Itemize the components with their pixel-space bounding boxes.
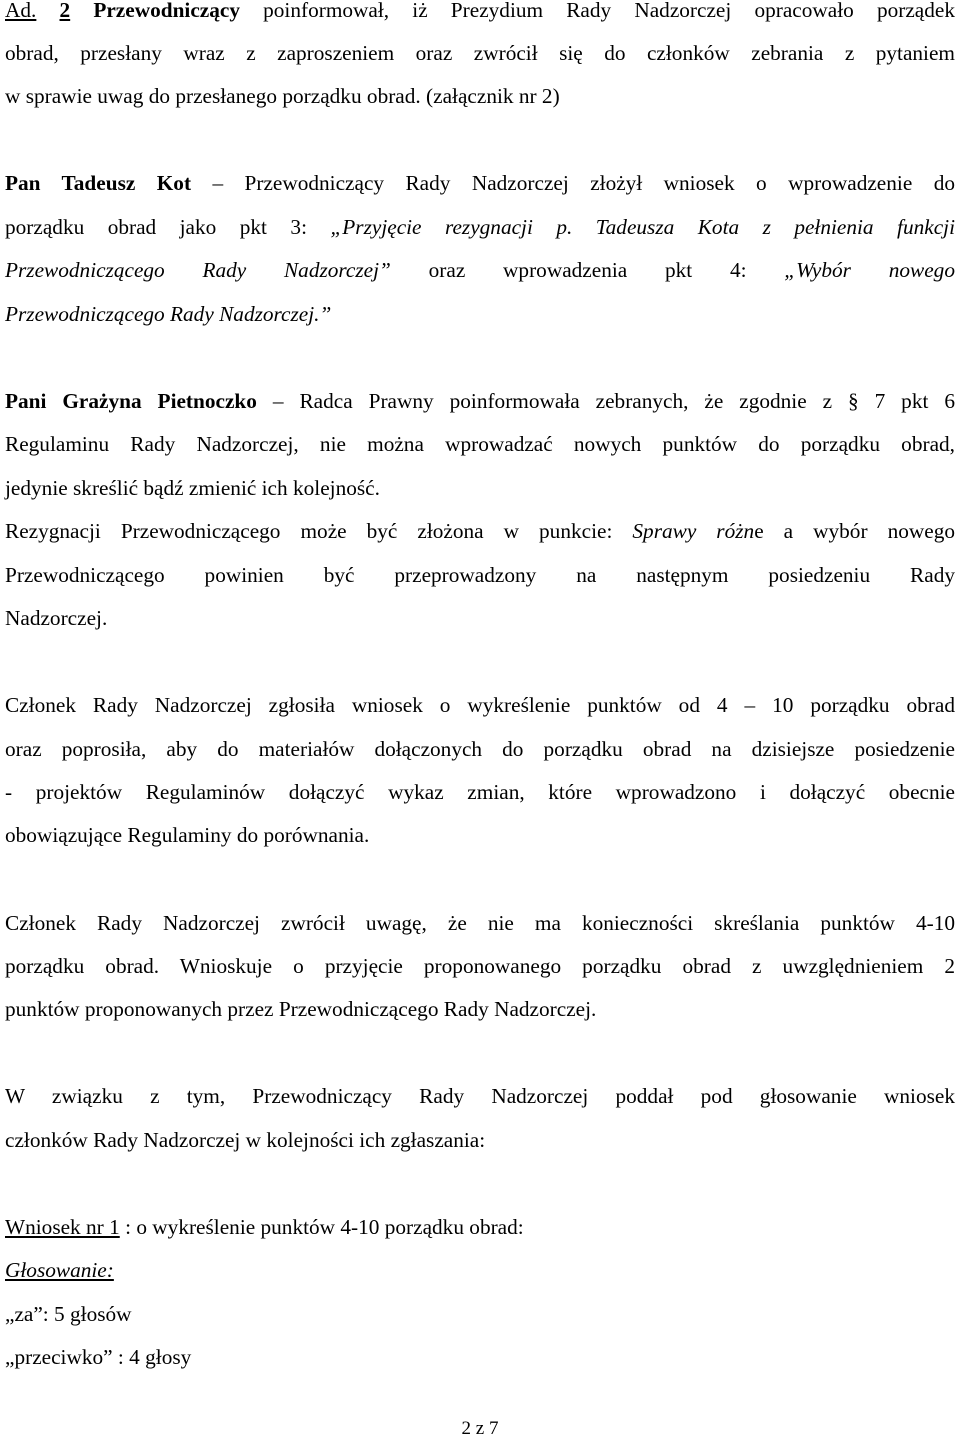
paragraph-1-line-3: w sprawie uwag do przesłanego porządku obrad. (załącznik nr 2) <box>5 84 560 108</box>
speaker-name: Pan Tadeusz Kot <box>5 171 192 195</box>
quoted-agenda-item: „Wybór nowego <box>784 258 955 282</box>
paragraph-1-line-1 <box>5 0 955 24</box>
paragraph-6-line-1: W związku z tym, Przewodniczący Rady Nadzorczej poddał pod głosowanie wniosek <box>5 1084 955 1108</box>
paragraph-3-line-5: Przewodniczącego powinien być przeprowadzony na następnym posiedzeniu Rady <box>5 563 955 587</box>
paragraph-2-line-1 <box>5 173 955 197</box>
paragraph-5-line-1: Członek Rady Nadzorczej zwrócił uwagę, że nie ma konieczności skreślania punktów 4-10 <box>5 911 955 935</box>
paragraph-3-line-1 <box>5 391 955 415</box>
text-span: poinformował, iż Prezydium Rady Nadzorczej opracowało porządek <box>239 0 955 22</box>
paragraph-3-line-2: Regulaminu Rady Nadzorczej, nie można wprowadzać nowych punktów do porządku obrad, <box>5 432 955 456</box>
text-span: e a wybór nowego <box>754 519 955 543</box>
paragraph-3-line-4 <box>5 521 955 545</box>
paragraph-6-line-2: członków Rady Nadzorczej w kolejności ich zgłaszania: <box>5 1128 486 1152</box>
text-span: – Przewodniczący Rady Nadzorczej złożył wniosek o wprowadzenie do <box>191 171 955 195</box>
paragraph-1-line-2: obrad, przesłany wraz z zaproszeniem oraz zwrócił się do członków zebrania z pytaniem <box>5 41 955 65</box>
paragraph-4-line-3: - projektów Regulaminów dołączyć wykaz zmian, które wprowadzono i dołączyć obecnie <box>5 780 955 804</box>
quoted-agenda-item: „Przyjęcie rezygnacji p. Tadeusza Kota z pełnienia funkcji <box>330 215 955 239</box>
paragraph-2-line-4: Przewodniczącego Rady Nadzorczej.” <box>5 302 332 326</box>
agenda-item-reference: Sprawy różn <box>632 519 755 543</box>
paragraph-3-line-3: jedynie skreślić bądź zmienić ich kolejność. <box>5 476 380 500</box>
paragraph-2-line-3 <box>5 260 955 284</box>
paragraph-2-line-2 <box>5 217 955 241</box>
paragraph-4-line-1: Członek Rady Nadzorczej zgłosiła wniosek o wykreślenie punktów od 4 – 10 porządku obrad <box>5 693 955 717</box>
paragraph-4-line-4: obowiązujące Regulaminy do porównania. <box>5 823 370 847</box>
text-span: oraz wprowadzenia pkt 4: <box>390 258 785 282</box>
voting-label: Głosowanie: <box>5 1258 114 1282</box>
vote-against: „przeciwko” : 4 głosy <box>5 1345 192 1369</box>
paragraph-3-line-6: Nadzorczej. <box>5 606 108 630</box>
section-label: Ad. <box>5 0 37 22</box>
paragraph-5-line-2: porządku obrad. Wnioskuje o przyjęcie proponowanego porządku obrad z uwzględnieniem 2 <box>5 954 955 978</box>
speaker-name: Pani Grażyna Pietnoczko <box>5 389 257 413</box>
text-span: porządku obrad jako pkt 3: <box>5 215 331 239</box>
section-number: 2 <box>59 0 71 22</box>
text-span: – Radca Prawny poinformowała zebranych, że zgodnie z § 7 pkt 6 <box>256 389 955 413</box>
page-number: 2 z 7 <box>461 1418 499 1439</box>
vote-for: „za”: 5 głosów <box>5 1302 132 1326</box>
speaker-name: Przewodniczący <box>93 0 240 22</box>
paragraph-5-line-3: punktów proponowanych przez Przewodniczącego Rady Nadzorczej. <box>5 997 597 1021</box>
text-span: Rezygnacji Przewodniczącego może być złożona w punkcie: <box>5 519 633 543</box>
motion-line <box>5 1217 955 1241</box>
voting-heading <box>5 1260 955 1284</box>
quoted-agenda-item: Przewodniczącego Rady Nadzorczej” <box>5 258 391 282</box>
paragraph-4-line-2: oraz poprosiła, aby do materiałów dołączonych do porządku obrad na dzisiejsze posiedzenie <box>5 737 955 761</box>
motion-label: Wniosek nr 1 <box>5 1215 120 1239</box>
motion-text: : o wykreślenie punktów 4-10 porządku obrad: <box>119 1215 524 1239</box>
